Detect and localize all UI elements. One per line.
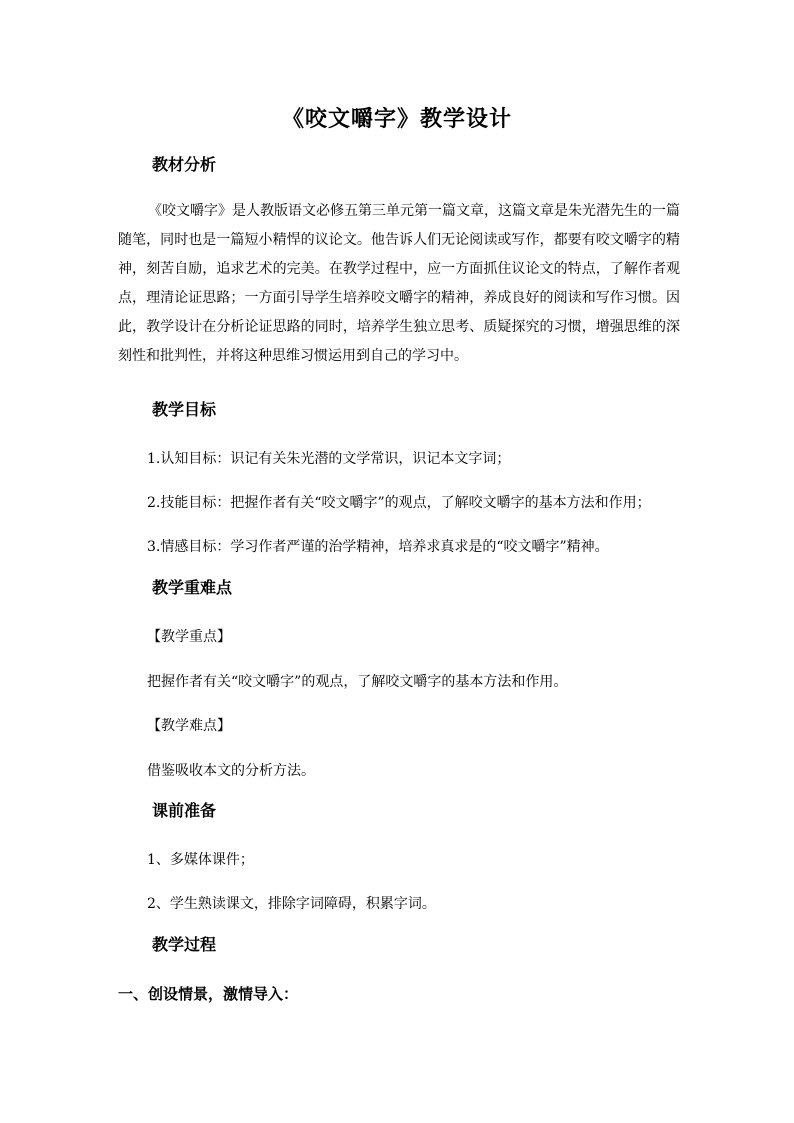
goal-item-2: 2.技能目标：把握作者有关“咬文嚼字”的观点，了解咬文嚼字的基本方法和作用； — [147, 495, 651, 511]
analysis-paragraph: 《咬文嚼字》是人教版语文必修五第三单元第一篇文章，这篇文章是朱光潜先生的一篇随笔，同时也是一篇短小精悍的议论文。他告诉人们无论阅读或写作，都要有咬文嚼字的精神，刻苦自励，追求艺术的完美。在教学过程中，应一方面抓住议论文的特点，了解作者观点，理清论证思路；一方面引导学生培养咬文嚼字的精神，养成良好的阅读和写作习惯。因此，教学设计在分析论证思路的同时，培养学生独立思考、质疑探究的习惯，增强思维的深刻性和批判性，并将这种思维习惯运用到自己的学习中。 — [118, 203, 680, 364]
preparation-item-2: 2、学生熟读课文，排除字词障碍，积累字词。 — [147, 896, 436, 912]
heading-analysis: 教材分析 — [152, 155, 217, 174]
document-title: 《咬文嚼字》教学设计 — [281, 106, 512, 132]
preparation-item-1: 1、多媒体课件； — [147, 852, 254, 868]
focus-label: 【教学重点】 — [147, 629, 231, 645]
difficulty-label: 【教学难点】 — [147, 718, 231, 734]
heading-preparation: 课前准备 — [152, 801, 217, 820]
heading-key-points: 教学重难点 — [152, 578, 233, 597]
heading-goals: 教学目标 — [152, 400, 217, 419]
focus-text: 把握作者有关“咬文嚼字”的观点，了解咬文嚼字的基本方法和作用。 — [147, 674, 568, 690]
goal-item-3: 3.情感目标：学习作者严谨的治学精神，培养求真求是的“咬文嚼字”精神。 — [147, 539, 609, 555]
process-step-1: 一、创设情景，激情导入： — [118, 985, 299, 1003]
heading-process: 教学过程 — [152, 935, 217, 954]
goal-item-1: 1.认知目标：识记有关朱光潜的文学常识，识记本文字词； — [147, 451, 511, 467]
difficulty-text: 借鉴吸收本文的分析方法。 — [147, 763, 315, 779]
